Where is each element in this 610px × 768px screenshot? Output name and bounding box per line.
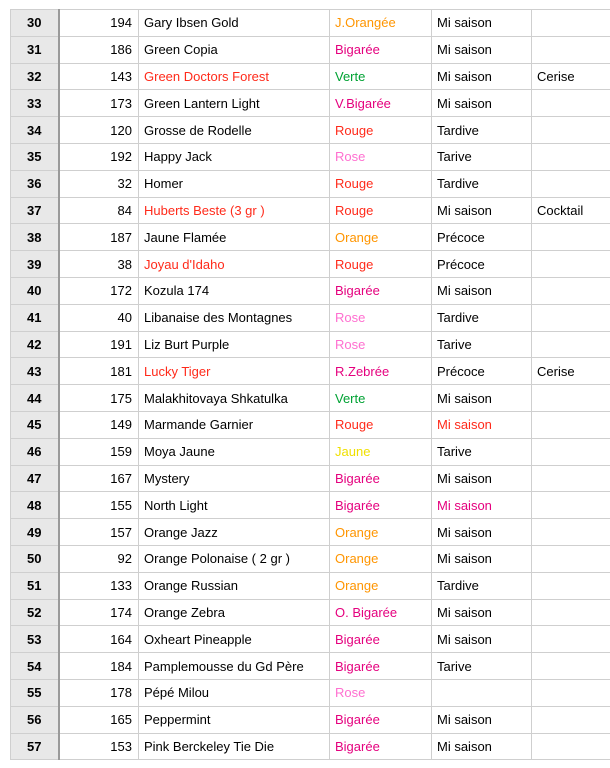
spreadsheet-table: [10, 9, 610, 760]
table-row[interactable]: [11, 733, 610, 760]
cell-variety-name[interactable]: Green Copia: [139, 36, 330, 63]
cell-id[interactable]: 191: [59, 331, 139, 358]
row-number[interactable]: 32: [11, 63, 59, 90]
row-number[interactable]: 30: [11, 10, 59, 37]
row-number[interactable]: 44: [11, 385, 59, 412]
table-row[interactable]: [11, 679, 610, 706]
row-number[interactable]: 42: [11, 331, 59, 358]
cell-color[interactable]: J.Orangée: [330, 10, 432, 37]
table-row[interactable]: [11, 519, 610, 546]
cell-color[interactable]: Rouge: [330, 251, 432, 278]
table-row[interactable]: [11, 331, 610, 358]
row-number[interactable]: 47: [11, 465, 59, 492]
cell-season[interactable]: Mi saison: [432, 519, 532, 546]
row-number[interactable]: 43: [11, 358, 59, 385]
cell-color[interactable]: Orange: [330, 224, 432, 251]
cell-variety-name[interactable]: Orange Russian: [139, 572, 330, 599]
row-number[interactable]: 37: [11, 197, 59, 224]
cell-season[interactable]: Précoce: [432, 358, 532, 385]
cell-variety-name[interactable]: Joyau d'Idaho: [139, 251, 330, 278]
cell-season[interactable]: Tarive: [432, 143, 532, 170]
cell-color[interactable]: R.Zebrée: [330, 358, 432, 385]
row-number[interactable]: 55: [11, 679, 59, 706]
cell-id[interactable]: 187: [59, 224, 139, 251]
table-row[interactable]: [11, 117, 610, 144]
cell-variety-name[interactable]: Gary Ibsen Gold: [139, 10, 330, 37]
row-number[interactable]: 39: [11, 251, 59, 278]
cell-color[interactable]: Bigarée: [330, 492, 432, 519]
cell-season[interactable]: Mi saison: [432, 63, 532, 90]
cell-id[interactable]: 173: [59, 90, 139, 117]
cell-variety-name[interactable]: Pamplemousse du Gd Père: [139, 653, 330, 680]
cell-variety-name[interactable]: Libanaise des Montagnes: [139, 304, 330, 331]
cell-season[interactable]: Mi saison: [432, 411, 532, 438]
cell-type[interactable]: [532, 117, 610, 144]
cell-variety-name[interactable]: Huberts Beste (3 gr ): [139, 197, 330, 224]
cell-season[interactable]: Mi saison: [432, 36, 532, 63]
cell-season[interactable]: Mi saison: [432, 90, 532, 117]
table-row[interactable]: [11, 63, 610, 90]
cell-type[interactable]: [532, 331, 610, 358]
row-number[interactable]: 53: [11, 626, 59, 653]
cell-color[interactable]: Bigarée: [330, 626, 432, 653]
table-row[interactable]: [11, 304, 610, 331]
cell-type[interactable]: [532, 653, 610, 680]
cell-color[interactable]: Rouge: [330, 170, 432, 197]
cell-season[interactable]: Mi saison: [432, 492, 532, 519]
cell-id[interactable]: 184: [59, 653, 139, 680]
table-row[interactable]: [11, 465, 610, 492]
table-row[interactable]: [11, 385, 610, 412]
cell-id[interactable]: 172: [59, 277, 139, 304]
cell-id[interactable]: 149: [59, 411, 139, 438]
cell-id[interactable]: 175: [59, 385, 139, 412]
cell-season[interactable]: Mi saison: [432, 385, 532, 412]
cell-variety-name[interactable]: Marmande Garnier: [139, 411, 330, 438]
cell-id[interactable]: 92: [59, 545, 139, 572]
cell-type[interactable]: [532, 277, 610, 304]
cell-id[interactable]: 194: [59, 10, 139, 37]
cell-type[interactable]: Cerise: [532, 63, 610, 90]
cell-id[interactable]: 153: [59, 733, 139, 760]
cell-type[interactable]: [532, 626, 610, 653]
cell-type[interactable]: Cerise: [532, 358, 610, 385]
row-number[interactable]: 40: [11, 277, 59, 304]
table-row[interactable]: [11, 572, 610, 599]
cell-color[interactable]: Jaune: [330, 438, 432, 465]
table-row[interactable]: [11, 438, 610, 465]
cell-season[interactable]: Tardive: [432, 117, 532, 144]
table-row[interactable]: [11, 170, 610, 197]
cell-type[interactable]: [532, 224, 610, 251]
cell-variety-name[interactable]: Peppermint: [139, 706, 330, 733]
row-number[interactable]: 54: [11, 653, 59, 680]
cell-type[interactable]: [532, 706, 610, 733]
row-number[interactable]: 50: [11, 545, 59, 572]
cell-color[interactable]: Rose: [330, 143, 432, 170]
table-row[interactable]: [11, 36, 610, 63]
cell-id[interactable]: 164: [59, 626, 139, 653]
cell-color[interactable]: Bigarée: [330, 465, 432, 492]
cell-season[interactable]: Tardive: [432, 304, 532, 331]
table-row[interactable]: [11, 492, 610, 519]
cell-type[interactable]: [532, 572, 610, 599]
cell-type[interactable]: [532, 733, 610, 760]
cell-season[interactable]: Mi saison: [432, 465, 532, 492]
cell-type[interactable]: [532, 304, 610, 331]
cell-id[interactable]: 174: [59, 599, 139, 626]
cell-id[interactable]: 167: [59, 465, 139, 492]
cell-season[interactable]: [432, 679, 532, 706]
cell-season[interactable]: Mi saison: [432, 545, 532, 572]
cell-season[interactable]: Mi saison: [432, 599, 532, 626]
table-row[interactable]: [11, 545, 610, 572]
row-number[interactable]: 34: [11, 117, 59, 144]
cell-season[interactable]: Mi saison: [432, 277, 532, 304]
cell-color[interactable]: Verte: [330, 63, 432, 90]
cell-variety-name[interactable]: Orange Jazz: [139, 519, 330, 546]
cell-id[interactable]: 133: [59, 572, 139, 599]
cell-variety-name[interactable]: Pink Berckeley Tie Die: [139, 733, 330, 760]
cell-color[interactable]: Bigarée: [330, 653, 432, 680]
cell-color[interactable]: Bigarée: [330, 277, 432, 304]
cell-season[interactable]: Mi saison: [432, 733, 532, 760]
cell-type[interactable]: [532, 143, 610, 170]
spreadsheet-body: [11, 10, 610, 760]
cell-id[interactable]: 157: [59, 519, 139, 546]
cell-id[interactable]: 38: [59, 251, 139, 278]
cell-type[interactable]: [532, 90, 610, 117]
cell-season[interactable]: Tardive: [432, 170, 532, 197]
table-row[interactable]: [11, 143, 610, 170]
table-row[interactable]: [11, 358, 610, 385]
row-number[interactable]: 45: [11, 411, 59, 438]
cell-variety-name[interactable]: Lucky Tiger: [139, 358, 330, 385]
cell-variety-name[interactable]: Pépé Milou: [139, 679, 330, 706]
cell-season[interactable]: Mi saison: [432, 706, 532, 733]
cell-color[interactable]: Orange: [330, 572, 432, 599]
cell-variety-name[interactable]: Green Lantern Light: [139, 90, 330, 117]
cell-color[interactable]: V.Bigarée: [330, 90, 432, 117]
cell-type[interactable]: [532, 492, 610, 519]
cell-variety-name[interactable]: Mystery: [139, 465, 330, 492]
cell-type[interactable]: [532, 465, 610, 492]
row-number[interactable]: 41: [11, 304, 59, 331]
cell-variety-name[interactable]: Liz Burt Purple: [139, 331, 330, 358]
row-number[interactable]: 48: [11, 492, 59, 519]
cell-variety-name[interactable]: Malakhitovaya Shkatulka: [139, 385, 330, 412]
table-row[interactable]: [11, 277, 610, 304]
row-number[interactable]: 46: [11, 438, 59, 465]
cell-variety-name[interactable]: Orange Polonaise ( 2 gr ): [139, 545, 330, 572]
cell-id[interactable]: 143: [59, 63, 139, 90]
cell-id[interactable]: 178: [59, 679, 139, 706]
cell-type[interactable]: [532, 385, 610, 412]
cell-type[interactable]: [532, 545, 610, 572]
table-row[interactable]: [11, 197, 610, 224]
cell-id[interactable]: 32: [59, 170, 139, 197]
cell-id[interactable]: 120: [59, 117, 139, 144]
table-row[interactable]: [11, 706, 610, 733]
table-row[interactable]: [11, 251, 610, 278]
cell-type[interactable]: [532, 438, 610, 465]
cell-variety-name[interactable]: Homer: [139, 170, 330, 197]
cell-id[interactable]: 159: [59, 438, 139, 465]
cell-variety-name[interactable]: Kozula 174: [139, 277, 330, 304]
cell-season[interactable]: Tarive: [432, 331, 532, 358]
cell-color[interactable]: Orange: [330, 545, 432, 572]
cell-color[interactable]: Verte: [330, 385, 432, 412]
cell-type[interactable]: [532, 36, 610, 63]
row-number[interactable]: 57: [11, 733, 59, 760]
row-number[interactable]: 33: [11, 90, 59, 117]
table-row[interactable]: [11, 224, 610, 251]
cell-color[interactable]: Bigarée: [330, 733, 432, 760]
cell-variety-name[interactable]: Orange Zebra: [139, 599, 330, 626]
cell-variety-name[interactable]: Happy Jack: [139, 143, 330, 170]
cell-season[interactable]: Tarive: [432, 438, 532, 465]
cell-season[interactable]: Tardive: [432, 572, 532, 599]
cell-season[interactable]: Mi saison: [432, 10, 532, 37]
cell-color[interactable]: Bigarée: [330, 36, 432, 63]
cell-color[interactable]: Rose: [330, 331, 432, 358]
cell-type[interactable]: [532, 411, 610, 438]
cell-color[interactable]: Orange: [330, 519, 432, 546]
row-number[interactable]: 35: [11, 143, 59, 170]
cell-color[interactable]: O. Bigarée: [330, 599, 432, 626]
cell-variety-name[interactable]: Moya Jaune: [139, 438, 330, 465]
cell-type[interactable]: [532, 251, 610, 278]
cell-id[interactable]: 165: [59, 706, 139, 733]
cell-season[interactable]: Précoce: [432, 251, 532, 278]
cell-id[interactable]: 40: [59, 304, 139, 331]
cell-variety-name[interactable]: Jaune Flamée: [139, 224, 330, 251]
cell-type[interactable]: [532, 679, 610, 706]
cell-color[interactable]: Rouge: [330, 117, 432, 144]
cell-variety-name[interactable]: Grosse de Rodelle: [139, 117, 330, 144]
row-number[interactable]: 52: [11, 599, 59, 626]
cell-color[interactable]: Rose: [330, 679, 432, 706]
row-number[interactable]: 31: [11, 36, 59, 63]
cell-season[interactable]: Mi saison: [432, 197, 532, 224]
cell-type[interactable]: [532, 170, 610, 197]
row-number[interactable]: 49: [11, 519, 59, 546]
cell-type[interactable]: [532, 10, 610, 37]
row-number[interactable]: 56: [11, 706, 59, 733]
cell-season[interactable]: Mi saison: [432, 626, 532, 653]
table-row[interactable]: [11, 90, 610, 117]
table-row[interactable]: [11, 10, 610, 37]
cell-id[interactable]: 181: [59, 358, 139, 385]
row-number[interactable]: 36: [11, 170, 59, 197]
cell-color[interactable]: Bigarée: [330, 706, 432, 733]
cell-variety-name[interactable]: North Light: [139, 492, 330, 519]
cell-season[interactable]: Tarive: [432, 653, 532, 680]
cell-type[interactable]: [532, 519, 610, 546]
cell-id[interactable]: 155: [59, 492, 139, 519]
cell-season[interactable]: Précoce: [432, 224, 532, 251]
row-number[interactable]: 38: [11, 224, 59, 251]
table-row[interactable]: [11, 653, 610, 680]
cell-type[interactable]: Cocktail: [532, 197, 610, 224]
table-row[interactable]: [11, 626, 610, 653]
cell-variety-name[interactable]: Green Doctors Forest: [139, 63, 330, 90]
cell-id[interactable]: 84: [59, 197, 139, 224]
cell-id[interactable]: 192: [59, 143, 139, 170]
row-number[interactable]: 51: [11, 572, 59, 599]
table-row[interactable]: [11, 411, 610, 438]
cell-type[interactable]: [532, 599, 610, 626]
cell-variety-name[interactable]: Oxheart Pineapple: [139, 626, 330, 653]
cell-id[interactable]: 186: [59, 36, 139, 63]
cell-color[interactable]: Rouge: [330, 197, 432, 224]
table-row[interactable]: [11, 599, 610, 626]
cell-color[interactable]: Rouge: [330, 411, 432, 438]
cell-color[interactable]: Rose: [330, 304, 432, 331]
